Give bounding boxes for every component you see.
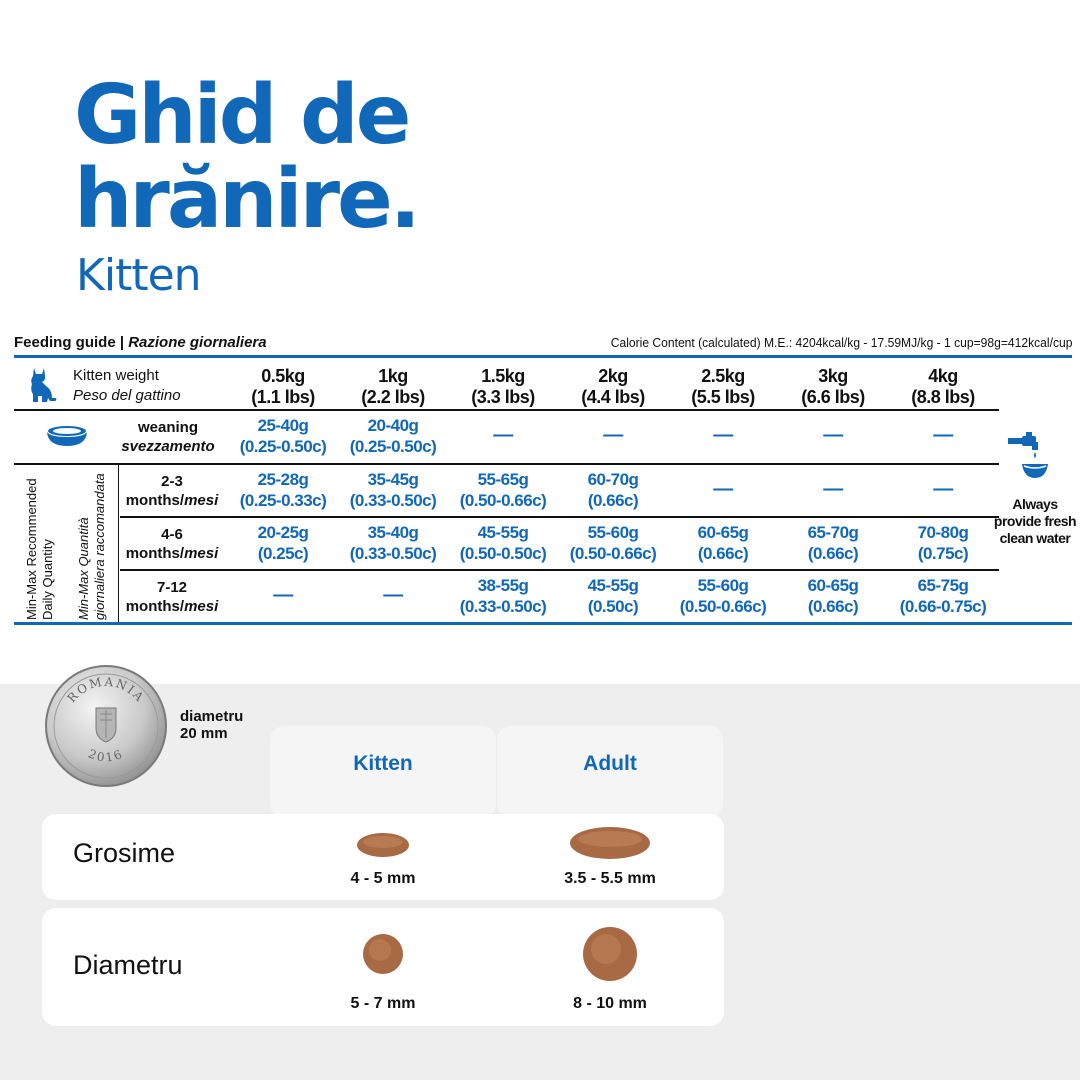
grams-value: 60-65g bbox=[697, 523, 749, 542]
grams-value: — bbox=[933, 478, 953, 500]
adult-kibble-top-image bbox=[580, 924, 640, 984]
feeding-value-cell bbox=[668, 425, 778, 446]
grams-value: 20-25g bbox=[257, 523, 309, 542]
adult-diameter-value: 8 - 10 mm bbox=[573, 995, 647, 1012]
table-bottom-rule bbox=[14, 622, 1072, 625]
age-row-label bbox=[120, 472, 224, 510]
feeding-value-cell bbox=[338, 585, 448, 606]
feeding-value-cell bbox=[338, 415, 448, 457]
grams-value: 55-60g bbox=[587, 523, 639, 542]
weight-header bbox=[668, 366, 778, 408]
feeding-value-cell bbox=[668, 479, 778, 500]
bowl-icon bbox=[44, 424, 90, 448]
cups-value: (0.25c) bbox=[257, 544, 309, 563]
grams-value: 45-55g bbox=[477, 523, 529, 542]
weight-kg: 0.5kg bbox=[261, 366, 305, 386]
kitten-diameter-value: 5 - 7 mm bbox=[350, 995, 416, 1012]
water-tap-icon bbox=[1004, 430, 1056, 482]
cups-value: (0.75c) bbox=[917, 544, 969, 563]
feeding-value-cell bbox=[228, 469, 338, 511]
grams-value: — bbox=[493, 424, 513, 446]
kitten-kibble-top-image bbox=[361, 932, 405, 976]
feeding-guide-heading-it: Razione giornaliera bbox=[128, 334, 267, 351]
cups-value: (0.50-0.66c) bbox=[459, 491, 547, 510]
qty-label-en bbox=[24, 478, 56, 620]
cups-value: (0.66-0.75c) bbox=[899, 597, 987, 616]
cat-icon bbox=[22, 364, 58, 404]
grams-value: 60-65g bbox=[807, 576, 859, 595]
weight-kg: 2.5kg bbox=[701, 366, 745, 386]
weight-kg: 1kg bbox=[378, 366, 408, 386]
coin-diameter-note-line-2: 20 mm bbox=[180, 725, 228, 742]
thickness-label: Grosime bbox=[73, 838, 176, 868]
feeding-value-cell bbox=[228, 585, 338, 606]
age-unit-it: mesi bbox=[184, 545, 219, 562]
weight-lbs: (5.5 lbs) bbox=[691, 387, 755, 407]
table-rule-row-1 bbox=[120, 516, 999, 518]
cups-value: (0.66c) bbox=[807, 597, 859, 616]
feeding-value-cell bbox=[338, 469, 448, 511]
feeding-value-cell bbox=[558, 522, 668, 564]
cups-value: (0.66c) bbox=[697, 544, 749, 563]
grams-value: 35-45g bbox=[367, 470, 419, 489]
feeding-guide-heading-en: Feeding guide bbox=[14, 334, 116, 351]
feeding-value-cell bbox=[338, 522, 448, 564]
age-unit-it: mesi bbox=[184, 598, 219, 615]
feeding-value-cell bbox=[888, 522, 998, 564]
grams-value: 65-75g bbox=[917, 576, 969, 595]
weight-lbs: (4.4 lbs) bbox=[581, 387, 645, 407]
water-note-line-2: provide fresh bbox=[993, 513, 1077, 529]
page-title bbox=[74, 68, 418, 247]
adult-kibble-side-image bbox=[566, 822, 654, 864]
column-label-kitten: Kitten bbox=[353, 752, 413, 775]
cups-value: (0.66c) bbox=[807, 544, 859, 563]
feeding-value-cell bbox=[668, 522, 778, 564]
weaning-label-en: weaning bbox=[137, 419, 198, 436]
feeding-value-cell bbox=[448, 425, 558, 446]
weaning-label-it: svezzamento bbox=[121, 438, 215, 455]
weight-lbs: (6.6 lbs) bbox=[801, 387, 865, 407]
feeding-value-cell bbox=[778, 479, 888, 500]
qty-label-en-line-2: Daily Quantity bbox=[40, 539, 55, 620]
grams-value: — bbox=[713, 424, 733, 446]
cups-value: (0.50-0.66c) bbox=[569, 544, 657, 563]
cups-value: (0.33-0.50c) bbox=[349, 491, 437, 510]
weaning-label bbox=[116, 418, 220, 456]
cups-value: (0.50c) bbox=[587, 597, 639, 616]
coin-image bbox=[44, 664, 168, 788]
feeding-value-cell bbox=[448, 522, 558, 564]
title-line-1: Ghid de bbox=[74, 68, 409, 163]
coin-year: 2016 bbox=[86, 746, 126, 765]
cups-value: (0.25-0.33c) bbox=[239, 491, 327, 510]
grams-value: — bbox=[383, 584, 403, 606]
feeding-value-cell bbox=[448, 575, 558, 617]
grams-value: — bbox=[273, 584, 293, 606]
weight-header bbox=[888, 366, 998, 408]
grams-value: — bbox=[603, 424, 623, 446]
cups-value: (0.33-0.50c) bbox=[459, 597, 547, 616]
qty-label-it bbox=[76, 473, 108, 620]
age-unit-it: mesi bbox=[184, 492, 219, 509]
feeding-value-cell bbox=[888, 425, 998, 446]
age-unit: months/ bbox=[125, 598, 185, 615]
weight-lbs: (3.3 lbs) bbox=[471, 387, 535, 407]
age-row-label bbox=[120, 525, 224, 563]
age-unit: months/ bbox=[125, 492, 185, 509]
cups-value: (0.25-0.50c) bbox=[349, 437, 437, 456]
page-subtitle: Kitten bbox=[76, 250, 201, 301]
feeding-value-cell bbox=[228, 522, 338, 564]
age-range: 7-12 bbox=[156, 579, 188, 596]
grams-value: — bbox=[713, 478, 733, 500]
weight-kg: 2kg bbox=[598, 366, 628, 386]
cups-value: (0.66c) bbox=[587, 491, 639, 510]
cups-value: (0.50-0.66c) bbox=[679, 597, 767, 616]
table-divider bbox=[118, 464, 119, 622]
water-note bbox=[990, 496, 1080, 547]
coin-diameter-note bbox=[180, 708, 243, 742]
age-range: 4-6 bbox=[161, 526, 183, 543]
qty-label-it-line-1: Min-Max Quantità bbox=[76, 517, 91, 620]
table-top-rule bbox=[14, 355, 1072, 358]
grams-value: 45-55g bbox=[587, 576, 639, 595]
feeding-guide-heading: Feeding guide | Razione giornaliera bbox=[14, 334, 267, 351]
kitten-thickness-value: 4 - 5 mm bbox=[350, 870, 416, 887]
grams-value: 20-40g bbox=[367, 416, 419, 435]
calorie-content: Calorie Content (calculated) M.E.: 4204kcal/kg - 17.59MJ/kg - 1 cup=98g=412kcal/cup bbox=[610, 335, 1072, 350]
weight-header bbox=[778, 366, 888, 408]
weight-header bbox=[558, 366, 668, 408]
water-note-line-1: Always bbox=[1012, 496, 1058, 512]
grams-value: — bbox=[933, 424, 953, 446]
weight-lbs: (8.8 lbs) bbox=[911, 387, 975, 407]
weight-header bbox=[338, 366, 448, 408]
weight-kg: 3kg bbox=[818, 366, 848, 386]
adult-thickness-value: 3.5 - 5.5 mm bbox=[564, 870, 656, 887]
qty-label-it-line-2: giornaliera raccomandata bbox=[92, 473, 107, 620]
table-rule-header bbox=[14, 409, 999, 411]
weight-kg: 1.5kg bbox=[481, 366, 525, 386]
grams-value: 25-28g bbox=[257, 470, 309, 489]
feeding-value-cell bbox=[558, 469, 668, 511]
kitten-weight-label-en: Kitten weight bbox=[73, 367, 159, 384]
grams-value: 60-70g bbox=[587, 470, 639, 489]
grams-value: 38-55g bbox=[477, 576, 529, 595]
coin-top-text: ROMANIA bbox=[64, 674, 148, 706]
weight-header bbox=[448, 366, 558, 408]
qty-label-en-line-1: Min-Max Recommended bbox=[24, 478, 39, 620]
coin-diameter-note-line-1: diametru bbox=[180, 708, 244, 725]
grams-value: 70-80g bbox=[917, 523, 969, 542]
kitten-weight-label-it: Peso del gattino bbox=[73, 387, 181, 404]
age-unit: months/ bbox=[125, 545, 185, 562]
grams-value: — bbox=[823, 478, 843, 500]
feeding-value-cell bbox=[558, 425, 668, 446]
cups-value: (0.25-0.50c) bbox=[239, 437, 327, 456]
weight-kg: 4kg bbox=[928, 366, 958, 386]
weight-lbs: (2.2 lbs) bbox=[361, 387, 425, 407]
weight-lbs: (1.1 lbs) bbox=[251, 387, 315, 407]
feeding-value-cell bbox=[888, 479, 998, 500]
feeding-value-cell bbox=[668, 575, 778, 617]
grams-value: 55-60g bbox=[697, 576, 749, 595]
kitten-weight-label bbox=[73, 366, 181, 406]
age-range: 2-3 bbox=[161, 473, 183, 490]
cups-value: (0.33-0.50c) bbox=[349, 544, 437, 563]
feeding-value-cell bbox=[778, 575, 888, 617]
feeding-value-cell bbox=[228, 415, 338, 457]
grams-value: 35-40g bbox=[367, 523, 419, 542]
table-rule-row-2 bbox=[120, 569, 999, 571]
cups-value: (0.50-0.50c) bbox=[459, 544, 547, 563]
feeding-value-cell bbox=[778, 522, 888, 564]
age-row-label bbox=[120, 578, 224, 616]
feeding-value-cell bbox=[778, 425, 888, 446]
weight-header bbox=[228, 366, 338, 408]
feeding-value-cell bbox=[448, 469, 558, 511]
diameter-label: Diametru bbox=[73, 950, 183, 980]
grams-value: 65-70g bbox=[807, 523, 859, 542]
column-label-adult: Adult bbox=[583, 752, 637, 775]
grams-value: 25-40g bbox=[257, 416, 309, 435]
grams-value: — bbox=[823, 424, 843, 446]
grams-value: 55-65g bbox=[477, 470, 529, 489]
feeding-value-cell bbox=[888, 575, 998, 617]
feeding-value-cell bbox=[558, 575, 668, 617]
table-rule-weaning bbox=[14, 463, 999, 465]
water-note-line-3: clean water bbox=[999, 530, 1071, 546]
kitten-kibble-side-image bbox=[354, 828, 412, 862]
title-line-2: hrănire. bbox=[74, 152, 418, 247]
